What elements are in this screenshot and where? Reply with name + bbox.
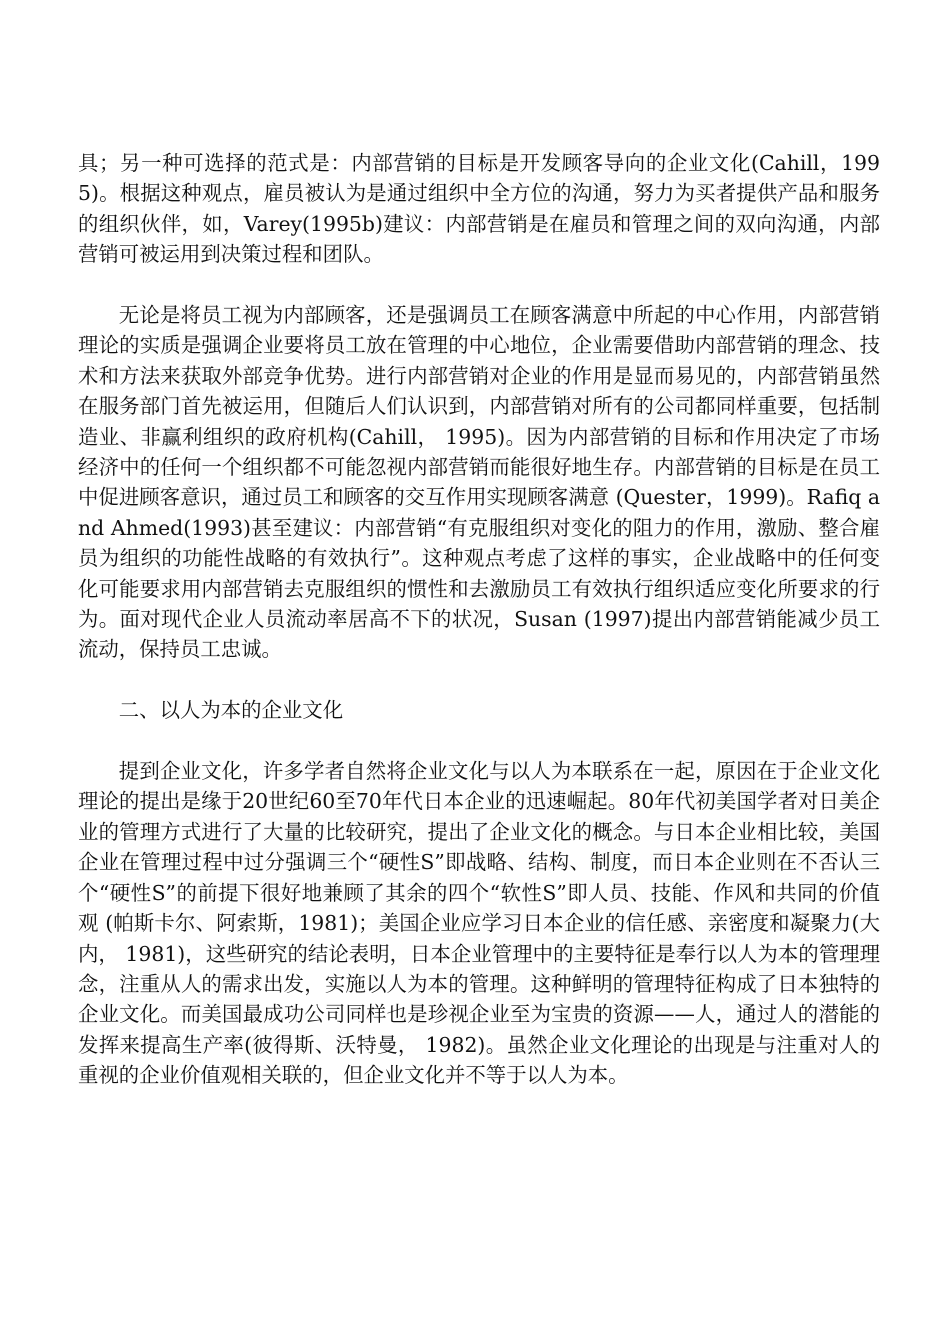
document-page: [78, 148, 880, 1091]
paragraph-gap: [78, 726, 880, 756]
paragraph-internal-marketing: 无论是将员工视为内部顾客，还是强调员工在顾客满意中所起的中心作用，内部营销理论的实质是强调企业要将员工放在管理的中心地位，企业需要借助内部营销的理念、技术和方法来获取外部竞争优势。进行内部营销对企业的作用是显而易见的，内部营销虽然在服务部门首先被运用，但随后人们认识到，内部营销对所有的公司都同样重要，包括制造业、非赢利组织的政府机构(Cahill， 1995)。因为内部营销的目标和作用决定了市场经济中的任何一个组织都不可能忽视内部营销而能很好地生存。内部营销的目标是在员工中促进顾客意识，通过员工和顾客的交互作用实现顾客满意 (Quester，1999)。Rafiq and Ahmed(1993)甚至建议：内部营销“有克服组织对变化的阻力的作用，激励、整合雇员为组织的功能性战略的有效执行”。这种观点考虑了这样的事实，企业战略中的任何变化可能要求用内部营销去克服组织的惯性和去激励员工有效执行组织适应变化所要求的行为。面对现代企业人员流动率居高不下的状况，Susan (1997)提出内部营销能减少员工流动，保持员工忠诚。: [78, 303, 880, 662]
section-heading: 二、以人为本的企业文化: [118, 698, 344, 723]
paragraph-gap: [78, 270, 880, 300]
paragraph-corporate-culture: 提到企业文化，许多学者自然将企业文化与以人为本联系在一起，原因在于企业文化理论的提出是缘于20世纪60至70年代日本企业的迅速崛起。80年代初美国学者对日美企业的管理方式进行了大量的比较研究，提出了企业文化的概念。与日本企业相比较，美国企业在管理过程中过分强调三个“硬性S”即战略、结构、制度，而日本企业则在不否认三个“硬性S”的前提下很好地兼顾了其余的四个“软性S”即人员、技能、作风和共同的价值观 (帕斯卡尔、阿索斯，1981)；美国企业应学习日本企业的信任感、亲密度和凝聚力(大内， 1981)，这些研究的结论表明，日本企业管理中的主要特征是奉行以人为本的管理理念，注重从人的需求出发，实施以人为本的管理。这种鲜明的管理特征构成了日本独特的企业文化。而美国最成功公司同样也是珍视企业至为宝贵的资源——人，通过人的潜能的发挥来提高生产率(彼得斯、沃特曼， 1982)。虽然企业文化理论的出现是与注重对人的重视的企业价值观相关联的，但企业文化并不等于以人为本。: [78, 759, 880, 1088]
paragraph-continued: 具；另一种可选择的范式是：内部营销的目标是开发顾客导向的企业文化(Cahill，1995)。根据这种观点，雇员被认为是通过组织中全方位的沟通，努力为买者提供产品和服务的组织伙伴，如，Varey(1995b)建议：内部营销是在雇员和管理之间的双向沟通，内部营销可被运用到决策过程和团队。: [78, 151, 880, 267]
paragraph-gap: [78, 665, 880, 695]
